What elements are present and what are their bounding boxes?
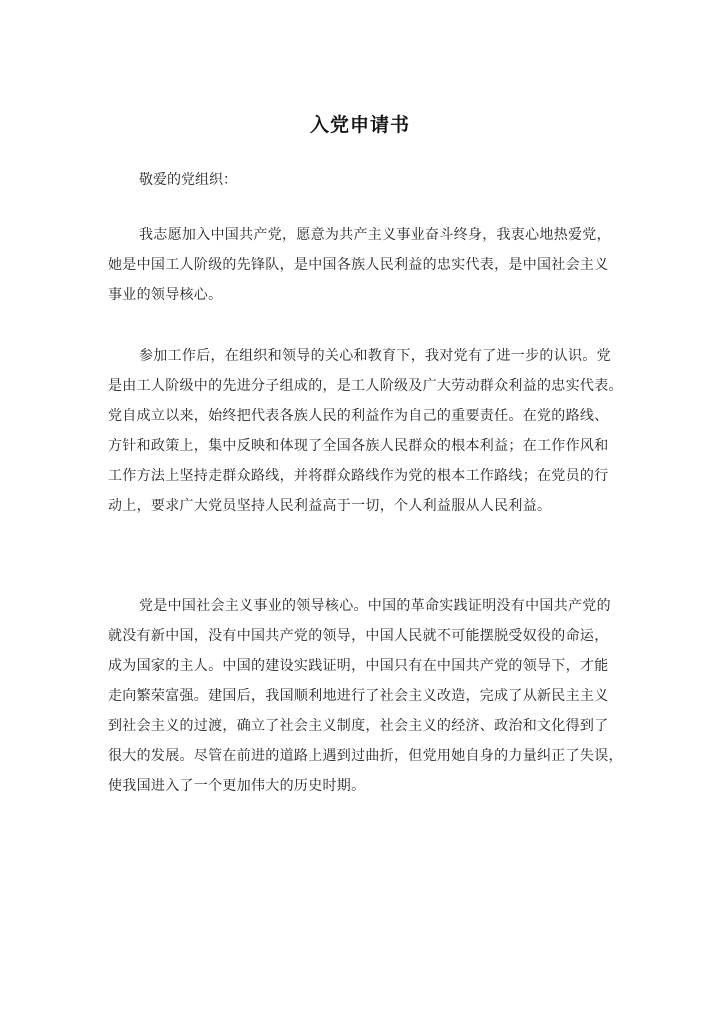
paragraph-line: 她是中国工人阶级的先锋队，是中国各族人民利益的忠实代表，是中国社会主义 (108, 257, 609, 273)
paragraph-line: 我志愿加入中国共产党，愿意为共产主义事业奋斗终身，我衷心地热爱党， (139, 227, 611, 243)
paragraph-line: 到社会主义的过渡，确立了社会主义制度，社会主义的经济、政治和文化得到了 (108, 718, 609, 734)
paragraph-line: 动上，要求广大党员坚持人民利益高于一切，个人利益服从人民利益。 (108, 498, 552, 514)
paragraph-line: 使我国进入了一个更加伟大的历史时期。 (108, 778, 366, 794)
paragraph-line: 就没有新中国，没有中国共产党的领导，中国人民就不可能摆脱受奴役的命运， (108, 628, 609, 644)
paragraph-line: 工作方法上坚持走群众路线，并将群众路线作为党的根本工作路线；在党员的行 (108, 468, 609, 484)
paragraph-line: 方针和政策上，集中反映和体现了全国各族人民群众的根本利益；在工作作风和 (108, 438, 609, 454)
paragraph-2 (108, 341, 628, 521)
paragraph-line: 很大的发展。尽管在前进的道路上遇到过曲折，但党用她自身的力量纠正了失误， (108, 748, 623, 764)
paragraph-line: 走向繁荣富强。建国后，我国顺利地进行了社会主义改造，完成了从新民主主义 (108, 688, 609, 704)
paragraph-line: 参加工作后，在组织和领导的关心和教育下，我对党有了进一步的认识。党 (139, 348, 611, 364)
paragraph-line: 成为国家的主人。中国的建设实践证明，中国只有在中国共产党的领导下，才能 (108, 658, 609, 674)
paragraph-line: 是由工人阶级中的先进分子组成的，是工人阶级及广大劳动群众利益的忠实代表。 (108, 378, 623, 394)
paragraph-3 (108, 591, 628, 801)
paragraph-line: 事业的领导核心。 (108, 287, 223, 303)
salutation: 敬爱的党组织： (139, 172, 237, 188)
document-title: 入党申请书 (309, 114, 410, 136)
paragraph-1 (108, 220, 628, 310)
paragraph-line: 党是中国社会主义事业的领导核心。中国的革命实践证明没有中国共产党的 (139, 598, 611, 614)
paragraph-line: 党自成立以来，始终把代表各族人民的利益作为自己的重要责任。在党的路线、 (108, 408, 609, 424)
